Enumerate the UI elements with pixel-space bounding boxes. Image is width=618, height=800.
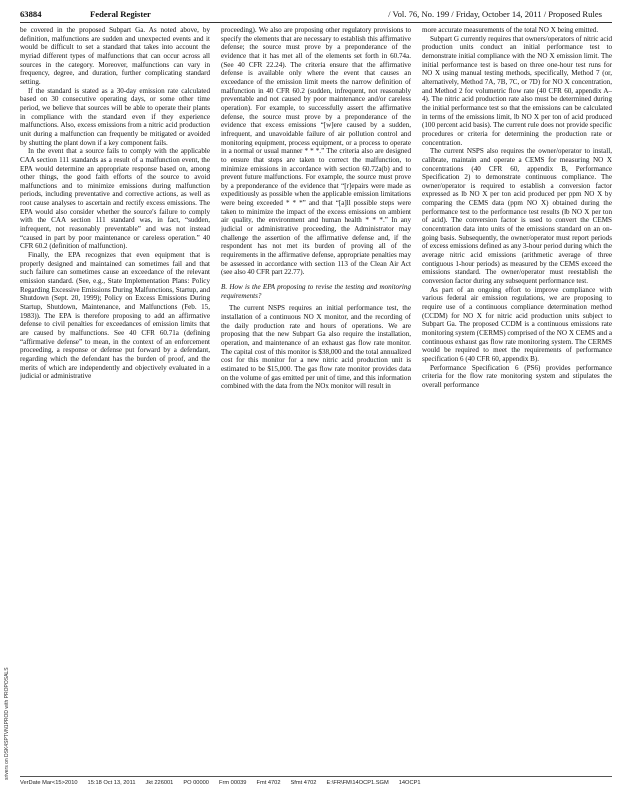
footer-sfmt: Sfmt 4702 [290, 780, 317, 786]
footer-code: 14OCP1 [398, 780, 421, 786]
column-1 [20, 26, 210, 762]
footer-frm: Frm 00039 [218, 780, 247, 786]
footer-verdate: VerDate Mar<15>2010 [20, 780, 78, 786]
paragraph: more accurate measurements of the total NO X being emitted. [422, 26, 599, 34]
paragraph: The current NSPS requires an initial performance test, the installation of a continuous NO X monitor, and the recording of the daily production rate and hours of operations. We are proposing that the new Subpart Ga also require the installation, operation, and maintenance of an exhaust gas flow rate monitor. The capital cost of this monitor is $38,000 and the total annualized cost for this monitor for a new nitric acid production unit is estimated to be $15,000. The gas flow rate monitor provides data on the volume of gas emitted per unit of time, and this information combined with the data from the NOx monitor will result in [221, 304, 411, 391]
footer-rule [20, 776, 612, 777]
header-rule [20, 22, 612, 23]
footer-file: E:\FR\FM\14OCP1.SGM [326, 780, 389, 786]
section-heading: B. How is the EPA proposing to revise the testing and monitoring requirements? [221, 283, 411, 300]
page-footer [20, 780, 612, 792]
paragraph: The current NSPS also requires the owner/operator to install, calibrate, maintain and operate a CEMS for measuring NO X concentrations (40 CFR 60, appendix B, Performance Specification 2) to demonstrate continuous compliance. The owner/operator is required to establish a conversion factor expressed as lb NO X per ton acid produced per ppm NO X by comparing the CEMS data (ppm NO X) obtained during the performance test to the performance test results (lb NO X per ton of acid). The conversion factor is used to convert the CEMS concentration data into units of the emissions standard on an on-going basis. Subsequently, the owner/operator must report periods of excess emissions defined as any 3-hour period during which the average nitric acid emissions (arithmetic average of three contiguous 1-hour periods) as measured by the CEMS exceed the emissions standard. The owner/operator must reestablish the conversion factor during any subsequent performance test. [422, 147, 612, 286]
header-center [90, 9, 612, 19]
publication-name: Federal Register [90, 9, 151, 19]
text-columns [20, 26, 612, 762]
paragraph: Finally, the EPA recognizes that even equipment that is properly designed and maintained can sometimes fail and that such failure can sometimes cause an exceedance of the relevant emission standard. (See, e.g., State Implementation Plans: Policy Regarding Excessive Emissions During Malfunctions, Startup, and Shutdown (Sept. 20, 1999); Policy on Excess Emissions During Startup, Shutdown, Maintenance, and Malfunctions (Feb. 15, 1983)). The EPA is therefore proposing to add an affirmative defense to civil penalties for exceedances of emission limits that are caused by malfunctions. See 40 CFR 60.71a (defining “affirmative defense” to mean, in the context of an enforcement proceeding, a response or defense put forward by a defendant, regarding which the defendant has the burden of proof, and the merits of which are independently and objectively evaluated in a judicial or administrative [20, 251, 210, 381]
paragraph: Subpart G currently requires that owners/operators of nitric acid production units conduct an initial performance test to demonstrate initial compliance with the NO X emission limit. The initial performance test is based on three one-hour test runs for NO X using manual testing methods, specifically, Method 7 (or, alternatively, Method 7A, 7B, 7C, or 7D) for NO X concentration, and Method 2 for volumetric flow rate (40 CFR 60, appendix A–4). The nitric acid production rate also must be determined during the initial performance test so that the emissions can be calculated in terms of the emissions limit, lb NO X per ton of acid produced (100 percent acid basis). The current rule does not provide specific procedures or criteria for determining the production rate or concentration. [422, 34, 612, 147]
volume-issue: / Vol. 76, No. 199 / Friday, October 14, 2011 / Proposed Rules [388, 9, 602, 19]
column-3 [422, 26, 612, 762]
paragraph: be covered in the proposed Subpart Ga. As noted above, by definition, malfunctions are sudden and unexpected events and it would be difficult to set a standard that takes into account the myriad different types of malfunctions that can occur across all sources in the category. Moreover, malfunctions can vary in frequency, degree, and duration, further complicating standard setting. [20, 26, 210, 86]
footer-time: 15:18 Oct 13, 2011 [87, 780, 136, 786]
footer-jkt: Jkt 226001 [145, 780, 174, 786]
paragraph: As part of an ongoing effort to improve compliance with various federal air emission regulations, we are proposing to require use of a continuous compliance determination method (CCDM) for NO X for nitric acid production units subject to Subpart Ga. The proposed CCDM is a continuous emissions rate monitoring system (CERMS) comprised of the NO X CEMS and a continuous exhaust gas flow rate monitoring system. The CERMS would be required to meet the requirements of performance specification 6 (40 CFR 60, appendix B). [422, 285, 612, 363]
side-margin-code: srivers on DSK4SPTVN1PROD with PROPOSALS [4, 667, 10, 780]
paragraph: proceeding). We also are proposing other regulatory provisions to specify the elements that are necessary to establish this affirmative defense; the source must prove by a preponderance of the evidence that it has met all of the elements set forth in 60.74a. (See 40 CFR 22.24). The criteria ensure that the affirmative defense is available only where the event that causes an exceedance of the emission limit meets the narrow definition of malfunction in 40 CFR 60.2 (sudden, infrequent, not reasonably preventable and not caused by poor maintenance and/or careless operation). For example, to successfully assert the affirmative defense, the source must prove by a preponderance of the evidence that excess emissions “[w]ere caused by a sudden, infrequent, and unavoidable failure of air pollution control and monitoring equipment, process equipment, or a process to operate in a normal or usual manner * * *.” The criteria also are designed to ensure that steps are taken to correct the malfunction, to minimize emissions in accordance with section 60.72a(b) and to prevent future malfunctions. For example, the source must prove by a preponderance of the evidence that “[r]epairs were made as expeditiously as possible when the applicable emission limitations were being exceeded * * *” and that “[a]ll possible steps were taken to minimize the impact of the excess emissions on ambient air quality, the environment and human health * * *.” In any judicial or administrative proceeding, the Administrator may challenge the assertion of the affirmative defense and, if the respondent has not met its burden of proving all of the requirements in the affirmative defense, appropriate penalties may be assessed in accordance with section 113 of the Clean Air Act (see also 40 CFR part 22.77). [221, 26, 411, 277]
footer-fmt: Fmt 4702 [256, 780, 281, 786]
column-2 [221, 26, 411, 762]
footer-po: PO 00000 [183, 780, 209, 786]
paragraph: In the event that a source fails to comply with the applicable CAA section 111 standards as a result of a malfunction event, the EPA would determine an appropriate response based on, among other things, the good faith efforts of the source to avoid malfunctions and to minimize emissions during malfunction periods, including preventative and corrective actions, as well as root cause analyses to ascertain and rectify excess emissions. The EPA would also consider whether the source's failure to comply with the CAA section 111 standard was, in fact, “sudden, infrequent, not reasonably preventable” and was not instead “caused in part by poor maintenance or careless operation.” 40 CFR 60.2 (definition of malfunction). [20, 147, 210, 251]
paragraph: If the standard is stated as a 30-day emission rate calculated based on 30 consecutive operating days, or some other time period, we believe that sources will be able to operate their plants in compliance with the standard even if they experience malfunctions. Also, excess emissions from a nitric acid production unit during a malfunction can frequently be mitigated or avoided by shutting the plant down if a key component fails. [20, 86, 210, 147]
paragraph: Performance Specification 6 (PS6) provides performance criteria for the flow rate monitoring system and stipulates the overall performance [422, 363, 612, 389]
page-number: 63884 [20, 9, 42, 19]
page-header [20, 6, 612, 22]
